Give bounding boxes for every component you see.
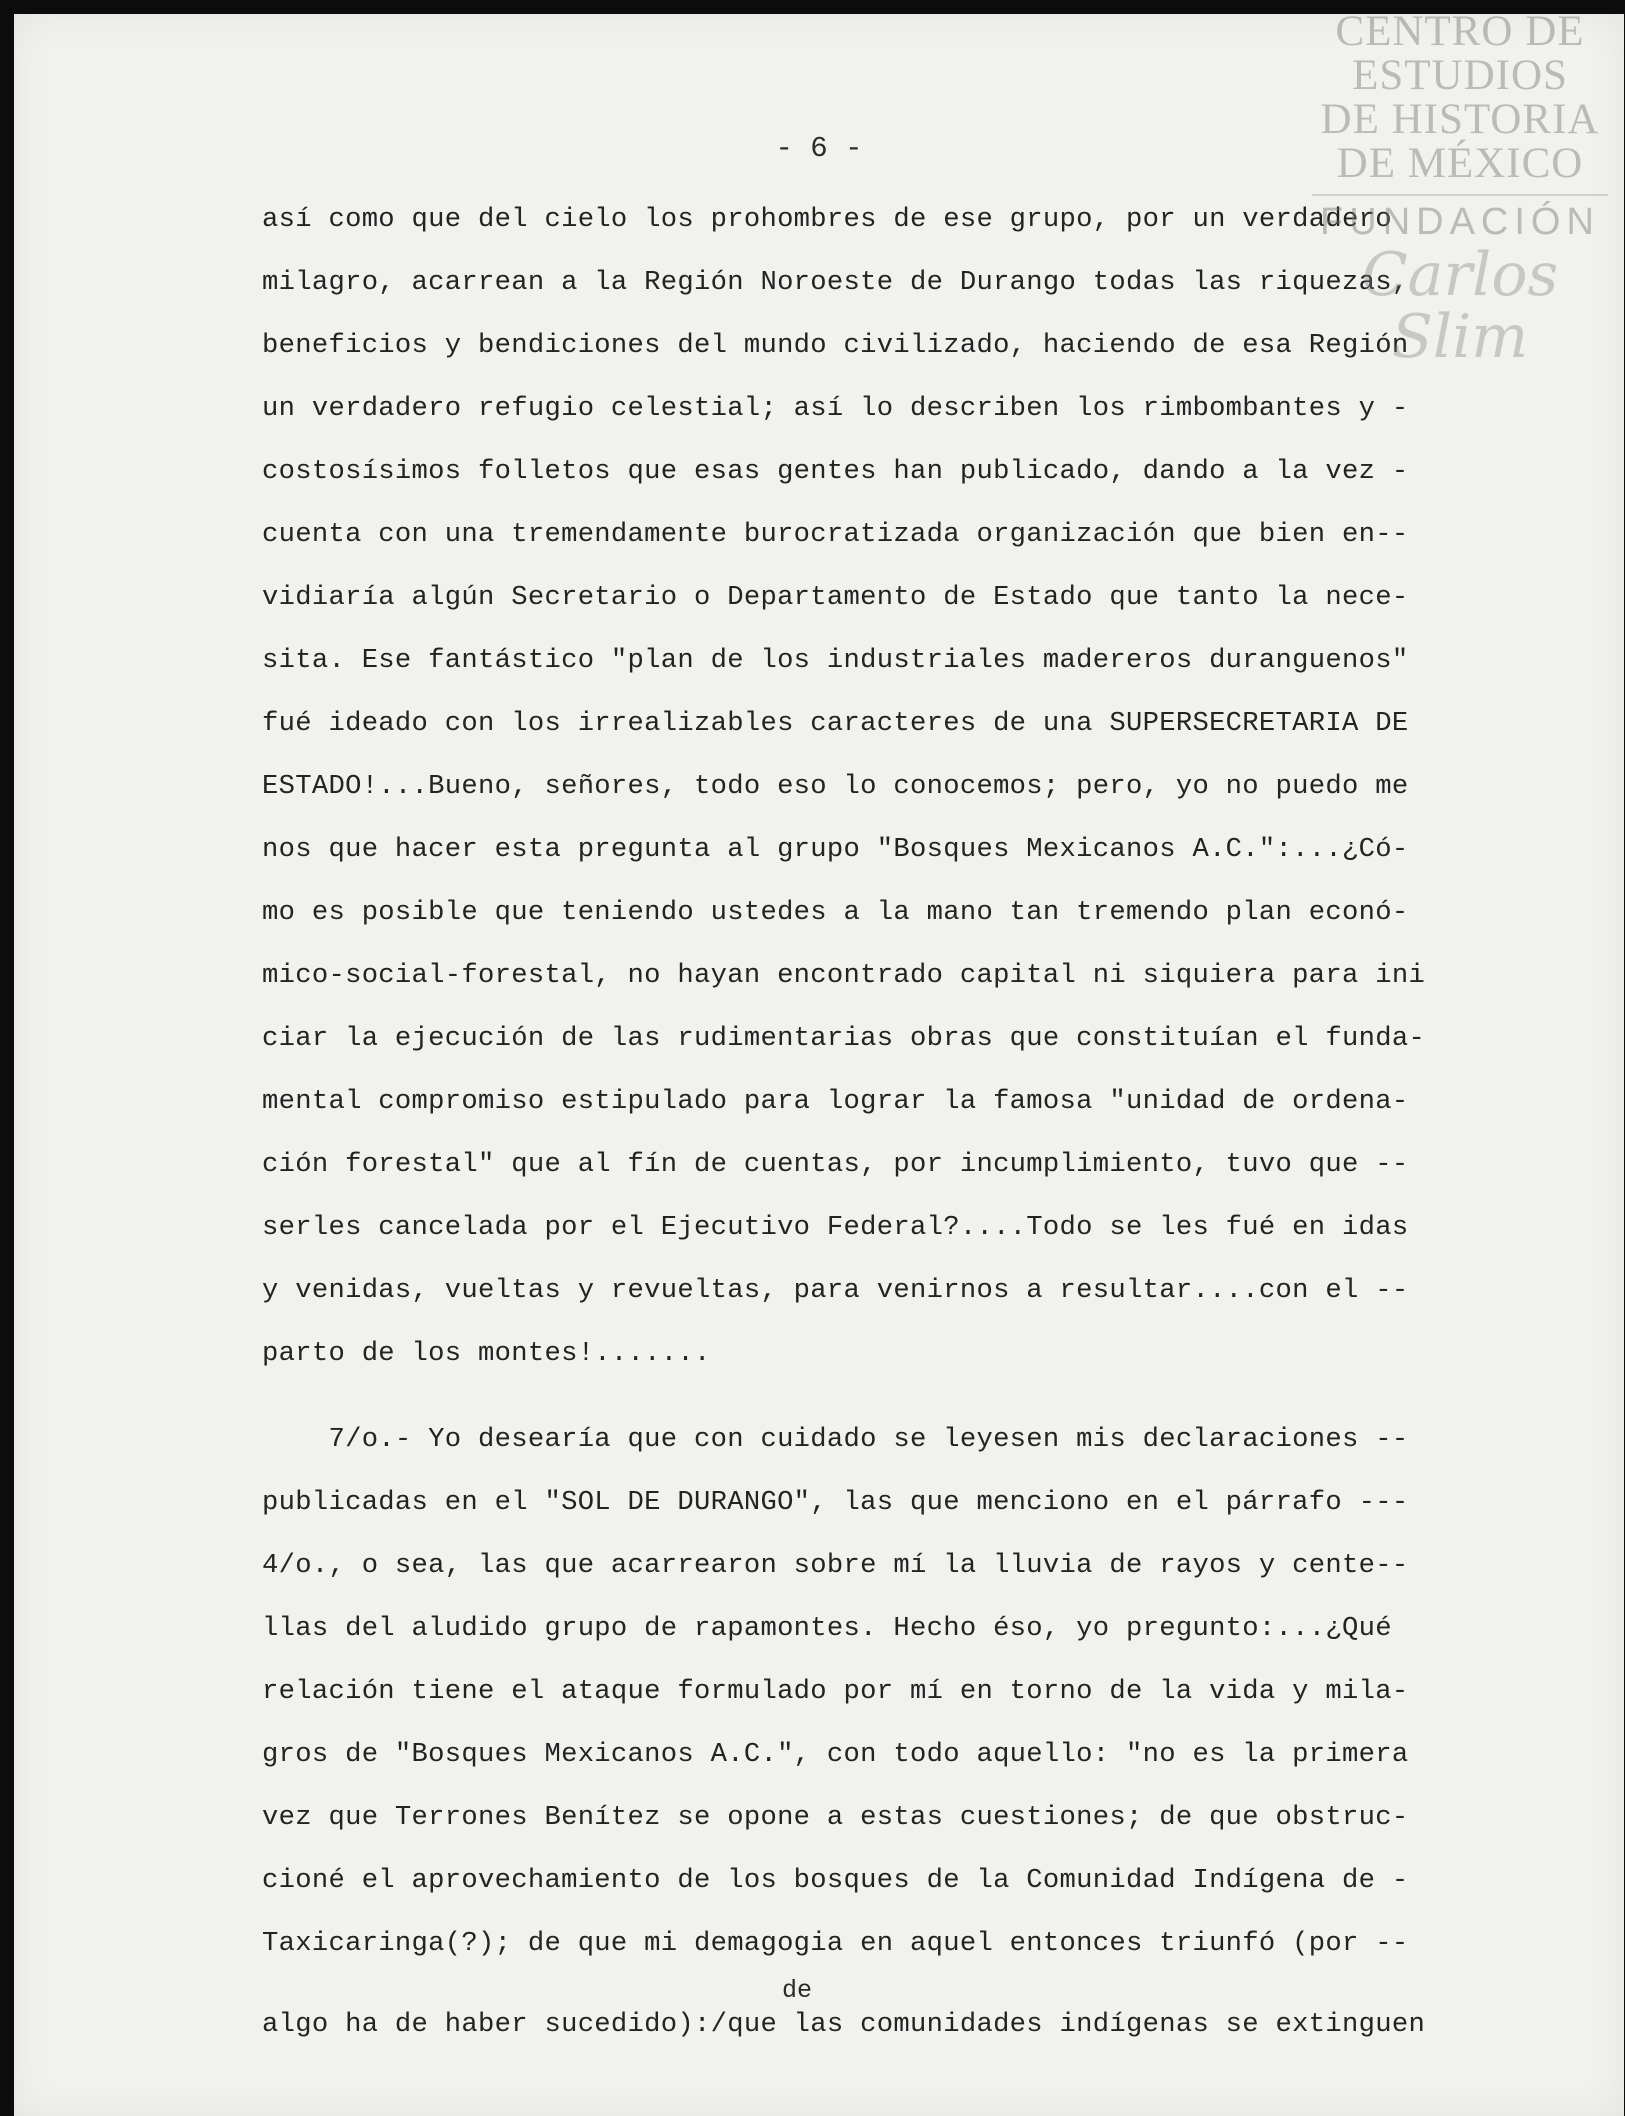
watermark-foundation: FUNDACIÓN — [1320, 201, 1600, 243]
text-line: mental compromiso estipulado para lograr la famosa "unidad de ordena- — [262, 1086, 1409, 1117]
text-line: cioné el aprovechamiento de los bosques de la Comunidad Indígena de - — [262, 1865, 1409, 1896]
text-line: ESTADO!...Bueno, señores, todo eso lo conocemos; pero, yo no puedo me — [262, 771, 1409, 802]
text-line: vez que Terrones Benítez se opone a estas cuestiones; de que obstruc- — [262, 1802, 1409, 1833]
text-line: algo ha de haber sucedido):/que las comunidades indígenas se extinguen — [262, 2009, 1426, 2040]
text-line: nos que hacer esta pregunta al grupo "Bosques Mexicanos A.C.":...¿Có- — [262, 834, 1409, 865]
text-line: un verdadero refugio celestial; así lo describen los rimbombantes y - — [262, 393, 1409, 424]
text-line: relación tiene el ataque formulado por mí en torno de la vida y mila- — [262, 1676, 1409, 1707]
text-line: serles cancelada por el Ejecutivo Federal?....Todo se les fué en idas — [262, 1212, 1409, 1243]
text-line: milagro, acarrean a la Región Noroeste de Durango todas las riquezas, — [262, 267, 1409, 298]
archive-watermark — [1300, 8, 1620, 372]
text-line: costosísimos folletos que esas gentes han publicado, dando a la vez - — [262, 456, 1409, 487]
text-line: cuenta con una tremendamente burocratizada organización que bien en-- — [262, 519, 1409, 550]
text-line: fué ideado con los irrealizables caracteres de una SUPERSECRETARIA DE — [262, 708, 1409, 739]
text-line: beneficios y bendiciones del mundo civilizado, haciendo de esa Región — [262, 330, 1409, 361]
text-line: sita. Ese fantástico "plan de los industriales madereros duranguenos" — [262, 645, 1409, 676]
text-line: mico-social-forestal, no hayan encontrado capital ni siquiera para ini — [262, 960, 1426, 991]
watermark-divider — [1312, 194, 1608, 196]
page-number: - 6 - — [775, 132, 863, 165]
text-line: y venidas, vueltas y revueltas, para venirnos a resultar....con el -- — [262, 1275, 1409, 1306]
text-line: vidiaría algún Secretario o Departamento de Estado que tanto la nece- — [262, 582, 1409, 613]
text-line: mo es posible que teniendo ustedes a la mano tan tremendo plan econó- — [262, 897, 1409, 928]
text-line: llas del aludido grupo de rapamontes. Hecho éso, yo pregunto:...¿Qué — [262, 1613, 1392, 1644]
watermark-line: ESTUDIOS — [1352, 52, 1568, 99]
text-line: parto de los montes!....... — [262, 1338, 711, 1369]
watermark-signature: Carlos Slim — [1361, 240, 1559, 372]
text-line: gros de "Bosques Mexicanos A.C.", con todo aquello: "no es la primera — [262, 1739, 1409, 1770]
watermark-line: DE HISTORIA — [1320, 96, 1600, 143]
text-line: 4/o., o sea, las que acarrearon sobre mí la lluvia de rayos y cente-- — [262, 1550, 1409, 1581]
text-line: 7/o.- Yo desearía que con cuidado se leyesen mis declaraciones -- — [262, 1424, 1409, 1455]
handwritten-insert: de — [782, 1976, 813, 2005]
text-line: publicadas en el "SOL DE DURANGO", las que menciono en el párrafo --- — [262, 1487, 1409, 1518]
watermark-line: CENTRO DE — [1335, 8, 1585, 55]
watermark-line: DE MÉXICO — [1336, 140, 1584, 187]
text-line: así como que del cielo los prohombres de ese grupo, por un verdadero — [262, 204, 1392, 235]
text-line: ciar la ejecución de las rudimentarias obras que constituían el funda- — [262, 1023, 1426, 1054]
text-line: ción forestal" que al fín de cuentas, por incumplimiento, tuvo que -- — [262, 1149, 1409, 1180]
text-line: Taxicaringa(?); de que mi demagogia en aquel entonces triunfó (por -- — [262, 1928, 1409, 1959]
